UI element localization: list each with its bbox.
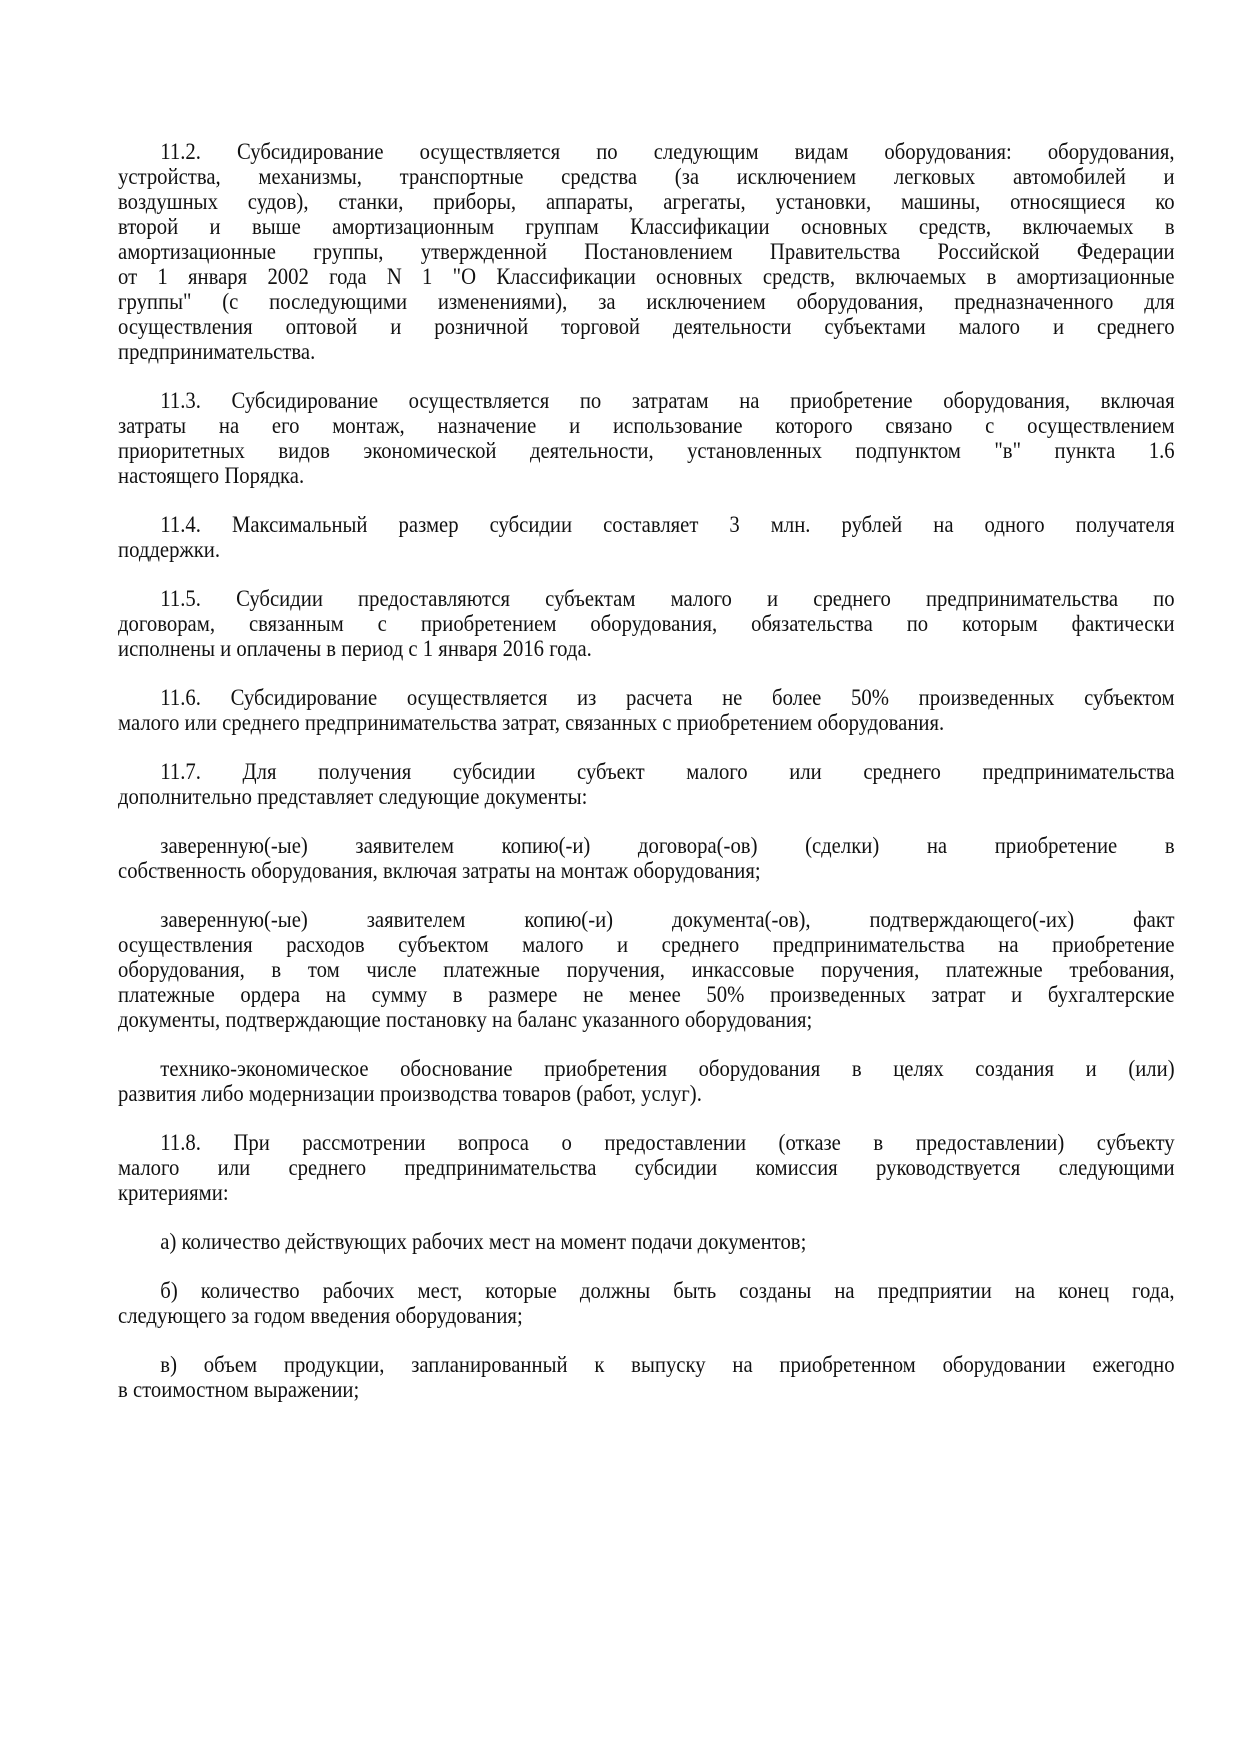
text-line: группы" (с последующими изменениями), за исключением оборудования, предназначенного для: [118, 289, 1175, 314]
text-line: устройства, механизмы, транспортные средства (за исключением легковых автомобилей и: [118, 164, 1175, 189]
text-line: малого или среднего предпринимательства субсидии комиссия руководствуется следующими: [118, 1155, 1175, 1180]
text-line: договорам, связанным с приобретением оборудования, обязательства по которым фактически: [118, 611, 1175, 636]
paragraph: [118, 1130, 1175, 1205]
text-line: 11.8. При рассмотрении вопроса о предоставлении (отказе в предоставлении) субъекту: [160, 1130, 1175, 1155]
text-line: развития либо модернизации производства товаров (работ, услуг).: [118, 1081, 702, 1106]
paragraph: [118, 1278, 1175, 1328]
text-line: 11.5. Субсидии предоставляются субъектам малого и среднего предпринимательства по: [160, 586, 1175, 611]
text-line: предпринимательства.: [118, 339, 316, 364]
text-line: технико-экономическое обоснование приобретения оборудования в целях создания и (или): [160, 1056, 1175, 1081]
text-line: осуществления расходов субъектом малого и среднего предпринимательства на приобретение: [118, 932, 1175, 957]
text-line: следующего за годом введения оборудования;: [118, 1303, 523, 1328]
text-line: 11.6. Субсидирование осуществляется из расчета не более 50% произведенных субъектом: [160, 685, 1175, 710]
text-line: дополнительно представляет следующие документы:: [118, 784, 588, 809]
text-line: заверенную(-ые) заявителем копию(-и) документа(-ов), подтверждающего(-их) факт: [160, 907, 1175, 932]
paragraph: [118, 907, 1175, 1032]
text-line: документы, подтверждающие постановку на баланс указанного оборудования;: [118, 1007, 813, 1032]
paragraph: [118, 759, 1175, 809]
text-line: 11.7. Для получения субсидии субъект малого или среднего предпринимательства: [160, 759, 1175, 784]
text-line: б) количество рабочих мест, которые должны быть созданы на предприятии на конец года,: [160, 1278, 1175, 1303]
text-line: второй и выше амортизационным группам Классификации основных средств, включаемых в: [118, 214, 1175, 239]
paragraph: [118, 388, 1175, 488]
document-page: [118, 139, 1175, 1426]
paragraph: [118, 1229, 1175, 1254]
text-line: заверенную(-ые) заявителем копию(-и) договора(-ов) (сделки) на приобретение в: [160, 833, 1175, 858]
paragraph: [118, 139, 1175, 364]
text-line: собственность оборудования, включая затраты на монтаж оборудования;: [118, 858, 761, 883]
text-line: 11.2. Субсидирование осуществляется по следующим видам оборудования: оборудования,: [160, 139, 1175, 164]
text-line: критериями:: [118, 1180, 229, 1205]
text-line: настоящего Порядка.: [118, 463, 305, 488]
text-line: малого или среднего предпринимательства затрат, связанных с приобретением оборудования.: [118, 710, 945, 735]
text-line: осуществления оптовой и розничной торговой деятельности субъектами малого и среднего: [118, 314, 1175, 339]
text-line: поддержки.: [118, 537, 221, 562]
text-line: платежные ордера на сумму в размере не менее 50% произведенных затрат и бухгалтерские: [118, 982, 1175, 1007]
text-line: 11.4. Максимальный размер субсидии составляет 3 млн. рублей на одного получателя: [160, 512, 1175, 537]
paragraph: [118, 586, 1175, 661]
text-line: в стоимостном выражении;: [118, 1377, 360, 1402]
text-line: воздушных судов), станки, приборы, аппараты, агрегаты, установки, машины, относящиеся ко: [118, 189, 1175, 214]
text-line: от 1 января 2002 года N 1 "О Классификации основных средств, включаемых в амортизационные: [118, 264, 1175, 289]
text-line: оборудования, в том числе платежные поручения, инкассовые поручения, платежные требования,: [118, 957, 1175, 982]
paragraph: [118, 1352, 1175, 1402]
text-line: исполнены и оплачены в период с 1 января 2016 года.: [118, 636, 592, 661]
text-line: в) объем продукции, запланированный к выпуску на приобретенном оборудовании ежегодно: [160, 1352, 1175, 1377]
text-line: приоритетных видов экономической деятельности, установленных подпунктом "в" пункта 1.6: [118, 438, 1175, 463]
text-line: амортизационные группы, утвержденной Постановлением Правительства Российской Федерации: [118, 239, 1175, 264]
paragraph: [118, 512, 1175, 562]
text-line: затраты на его монтаж, назначение и использование которого связано с осуществлением: [118, 413, 1175, 438]
text-line: 11.3. Субсидирование осуществляется по затратам на приобретение оборудования, включая: [160, 388, 1175, 413]
text-line: а) количество действующих рабочих мест на момент подачи документов;: [160, 1229, 807, 1254]
paragraph: [118, 833, 1175, 883]
paragraph: [118, 685, 1175, 735]
paragraph: [118, 1056, 1175, 1106]
